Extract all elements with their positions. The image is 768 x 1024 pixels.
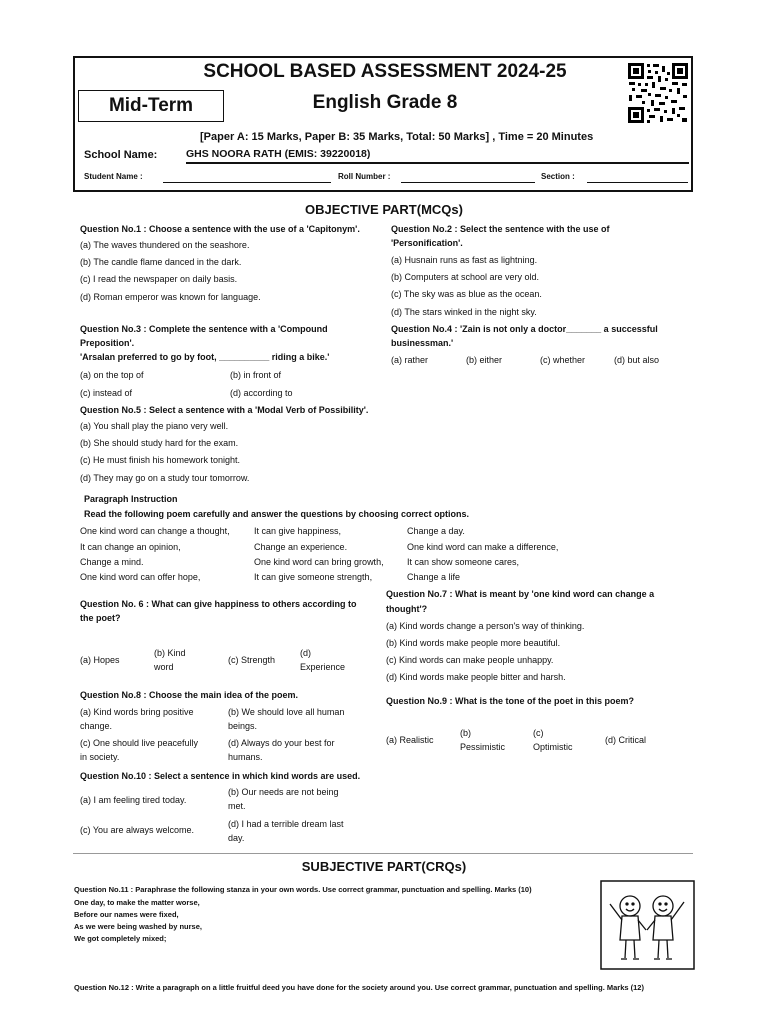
paragraph-instruction: Read the following poem carefully and answer the questions by choosing correct options.: [84, 509, 470, 519]
term-badge: Mid-Term: [78, 90, 224, 122]
poem-col3-line2: One kind word can make a difference,: [407, 542, 559, 552]
roll-number-field[interactable]: [401, 182, 535, 183]
q8-option-d[interactable]: (d) Always do your best for: [228, 738, 335, 748]
q9-option-d[interactable]: (d) Critical: [605, 735, 647, 745]
q8-option-a-line2[interactable]: change.: [80, 721, 113, 731]
q8-option-a[interactable]: (a) Kind words bring positive: [80, 707, 194, 717]
roll-number-label: Roll Number :: [338, 172, 391, 181]
section-divider: [73, 853, 693, 854]
question-6: Question No. 6 : What can give happiness to others according to: [80, 599, 357, 609]
student-name-label: Student Name :: [84, 172, 143, 181]
q9-option-c-line2[interactable]: Optimistic: [533, 742, 573, 752]
question-3: Question No.3 : Complete the sentence with a 'Compound: [80, 324, 328, 334]
question-3-line2: Preposition'.: [80, 338, 135, 348]
q3-option-a[interactable]: (a) on the top of: [80, 370, 144, 380]
q8-option-d-line2[interactable]: humans.: [228, 752, 263, 762]
question-4: Question No.4 : 'Zain is not only a doctor_______ a successful: [391, 324, 658, 334]
q10-option-d[interactable]: (d) I had a terrible dream last: [228, 819, 344, 829]
qr-code-icon: [627, 62, 689, 124]
stanza-line-2: Before our names were fixed,: [74, 910, 179, 919]
school-name-underline: [186, 162, 689, 164]
student-name-field[interactable]: [163, 182, 331, 183]
q7-option-a[interactable]: (a) Kind words change a person's way of thinking.: [386, 621, 585, 631]
q6-option-d[interactable]: (d): [300, 648, 311, 658]
q7-option-c[interactable]: (c) Kind words can make people unhappy.: [386, 655, 554, 665]
q3-option-c[interactable]: (c) instead of: [80, 388, 133, 398]
q4-option-c[interactable]: (c) whether: [540, 355, 586, 365]
question-3-line3: 'Arsalan preferred to go by foot, __________ riding a bike.': [80, 352, 330, 362]
marks-info: [Paper A: 15 Marks, Paper B: 35 Marks, Total: 50 Marks] , Time = 20 Minutes: [200, 131, 594, 143]
q1-option-a[interactable]: (a) The waves thundered on the seashore.: [80, 240, 250, 250]
school-name-label: School Name:: [84, 149, 158, 161]
stanza-line-4: We got completely mixed;: [74, 934, 167, 943]
question-10: Question No.10 : Select a sentence in which kind words are used.: [80, 771, 361, 781]
q8-option-b-line2[interactable]: beings.: [228, 721, 258, 731]
q8-option-c-line2[interactable]: in society.: [80, 752, 120, 762]
question-2: Question No.2 : Select the sentence with the use of: [391, 224, 610, 234]
q6-option-b[interactable]: (b) Kind: [154, 648, 186, 658]
question-7: Question No.7 : What is meant by 'one kind word can change a: [386, 589, 655, 599]
stanza-line-3: As we were being washed by nurse,: [74, 922, 202, 931]
objective-section-title: OBJECTIVE PART(MCQs): [305, 202, 463, 217]
stanza-line-1: One day, to make the matter worse,: [74, 898, 200, 907]
q2-option-a[interactable]: (a) Husnain runs as fast as lightning.: [391, 255, 538, 265]
q7-option-d[interactable]: (d) Kind words make people bitter and harsh.: [386, 672, 566, 682]
q5-option-b[interactable]: (b) She should study hard for the exam.: [80, 438, 239, 448]
q4-option-b[interactable]: (b) either: [466, 355, 503, 365]
question-4-line2: businessman.': [391, 338, 454, 348]
page-title: SCHOOL BASED ASSESSMENT 2024-25: [203, 61, 567, 82]
q6-option-d-line2[interactable]: Experience: [300, 662, 346, 672]
q2-option-b[interactable]: (b) Computers at school are very old.: [391, 272, 540, 282]
subjective-section-title: SUBJECTIVE PART(CRQs): [301, 859, 467, 874]
q8-option-c[interactable]: (c) One should live peacefully: [80, 738, 199, 748]
q6-option-c[interactable]: (c) Strength: [228, 655, 276, 665]
q3-option-b[interactable]: (b) in front of: [230, 370, 282, 380]
poem-col2-line2: Change an experience.: [254, 542, 348, 552]
question-8: Question No.8 : Choose the main idea of the poem.: [80, 690, 299, 700]
paragraph-title: Paragraph Instruction: [84, 494, 178, 504]
q9-option-c[interactable]: (c): [533, 728, 544, 738]
q10-option-b-line2[interactable]: met.: [228, 801, 246, 811]
subject-title: English Grade 8: [312, 92, 458, 113]
poem-col2-line4: It can give someone strength,: [254, 572, 373, 582]
poem-col2-line3: One kind word can bring growth,: [254, 557, 384, 567]
section-label: Section :: [541, 172, 575, 181]
q10-option-a[interactable]: (a) I am feeling tired today.: [80, 795, 187, 805]
q4-option-a[interactable]: (a) rather: [391, 355, 429, 365]
q7-option-b[interactable]: (b) Kind words make people more beautiful.: [386, 638, 561, 648]
question-5: Question No.5 : Select a sentence with a 'Modal Verb of Possibility'.: [80, 405, 369, 415]
poem-col1-line3: Change a mind.: [80, 557, 144, 567]
q1-option-b[interactable]: (b) The candle flame danced in the dark.: [80, 257, 242, 267]
q3-option-d[interactable]: (d) according to: [230, 388, 293, 398]
poem-col3-line1: Change a day.: [407, 526, 465, 536]
section-field[interactable]: [587, 182, 688, 183]
poem-col1-line2: It can change an opinion,: [80, 542, 181, 552]
q5-option-c[interactable]: (c) He must finish his homework tonight.: [80, 455, 241, 465]
q1-option-c[interactable]: (c) I read the newspaper on daily basis.: [80, 274, 238, 284]
question-12: Question No.12 : Write a paragraph on a little fruitful deed you have done for the society around you. Use correct grammar, punctuation and spelling. Marks (12): [74, 983, 644, 992]
q5-option-d[interactable]: (d) They may go on a study tour tomorrow.: [80, 473, 250, 483]
poem-col1-line1: One kind word can change a thought,: [80, 526, 230, 536]
q9-option-a[interactable]: (a) Realistic: [386, 735, 434, 745]
question-1: Question No.1 : Choose a sentence with the use of a 'Capitonym'.: [80, 224, 360, 234]
q8-option-b[interactable]: (b) We should love all human: [228, 707, 345, 717]
poem-col3-line4: Change a life: [407, 572, 461, 582]
question-7-line2: thought'?: [386, 604, 428, 614]
q10-option-d-line2[interactable]: day.: [228, 833, 245, 843]
q5-option-a[interactable]: (a) You shall play the piano very well.: [80, 421, 229, 431]
question-11: Question No.11 : Paraphrase the following stanza in your own words. Use correct grammar, punctuation and spelling. Marks (10): [74, 885, 532, 894]
q1-option-d[interactable]: (d) Roman emperor was known for language.: [80, 292, 261, 302]
school-name-value[interactable]: GHS NOORA RATH (EMIS: 39220018): [186, 148, 371, 160]
poem-col2-line1: It can give happiness,: [254, 526, 342, 536]
q2-option-d[interactable]: (d) The stars winked in the night sky.: [391, 307, 537, 317]
question-9: Question No.9 : What is the tone of the poet in this poem?: [386, 696, 634, 706]
q2-option-c[interactable]: (c) The sky was as blue as the ocean.: [391, 289, 542, 299]
q10-option-c[interactable]: (c) You are always welcome.: [80, 825, 195, 835]
poem-col3-line3: It can show someone cares,: [407, 557, 520, 567]
q4-option-d[interactable]: (d) but also: [614, 355, 660, 365]
q6-option-b-line2[interactable]: word: [154, 662, 174, 672]
question-2-line2: 'Personification'.: [391, 238, 463, 248]
q6-option-a[interactable]: (a) Hopes: [80, 655, 120, 665]
q9-option-b-line2[interactable]: Pessimistic: [460, 742, 506, 752]
question-6-line2: the poet?: [80, 613, 121, 623]
q9-option-b[interactable]: (b): [460, 728, 471, 738]
twins-illustration-icon: [600, 880, 695, 970]
q10-option-b[interactable]: (b) Our needs are not being: [228, 787, 339, 797]
poem-col1-line4: One kind word can offer hope,: [80, 572, 201, 582]
